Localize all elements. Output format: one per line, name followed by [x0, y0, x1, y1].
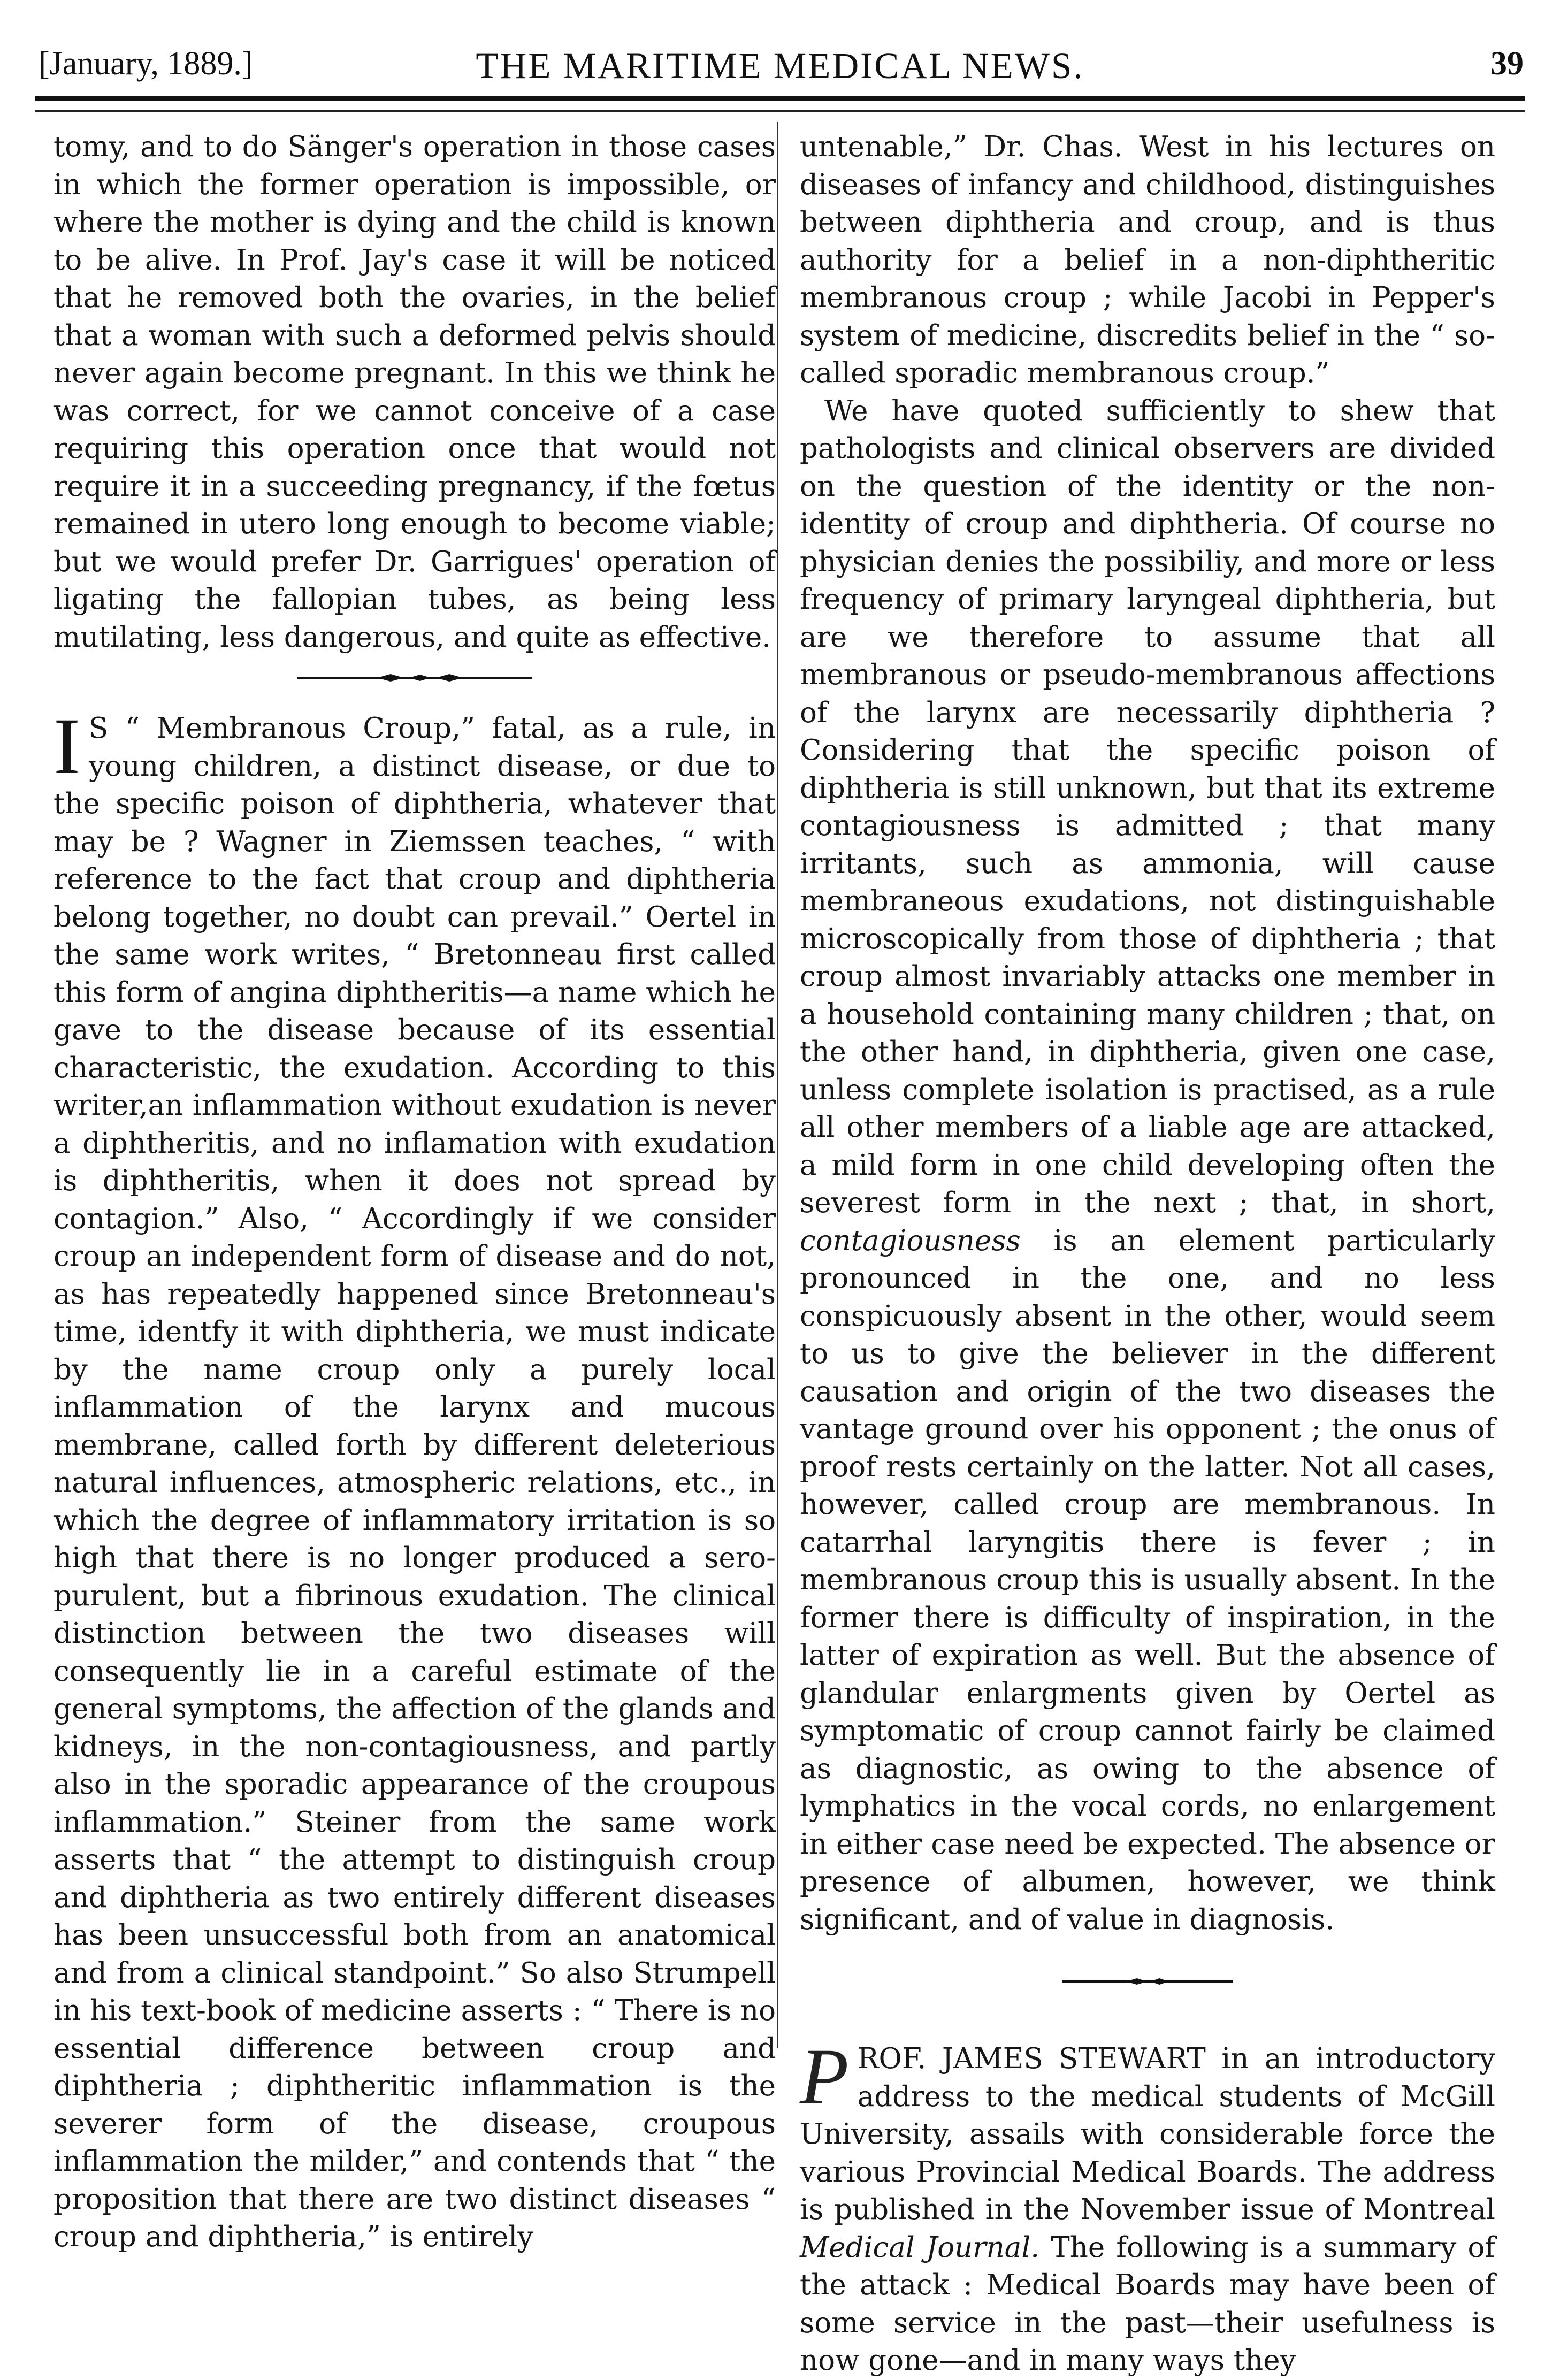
running-header: [31, 45, 1529, 90]
header-rule-thin: [35, 110, 1525, 112]
right-paragraph-2: [800, 393, 1495, 1939]
column-divider: [777, 122, 778, 2048]
right-paragraph-3-text-b: The following is a summary of the attack : Medical Boards may have been of some service in the past—their usefulness is now gone—and in many ways they: [800, 2231, 1496, 2377]
right-paragraph-3: [800, 2032, 1496, 2380]
emphasis-medical-journal: Medical Journal.: [800, 2231, 1040, 2264]
journal-title: THE MARITIME MEDICAL NEWS.: [476, 45, 1084, 86]
emphasis-contagiousness: contagiousness: [800, 1224, 1021, 1257]
left-column: [53, 128, 776, 2256]
dropcap-i: I: [53, 702, 80, 791]
ornament-rule-icon: [1062, 1976, 1233, 1987]
page-number: 39: [1490, 45, 1524, 82]
left-paragraph-1: tomy, and to do Sänger's operation in those cases in which the former operation is impossible, or where the mother is dying and the child is known to be alive. In Prof. Jay's case it will be noticed that he removed both the ovaries, in the belief that a woman with such a deformed pelvis should never again become pregnant. In this we think he was correct, for we cannot conceive of a case requiring this operation once that would not require it in a succeeding pregnancy, if the fœtus remained in utero long enough to become viable; but we would prefer Dr. Garrigues' operation of ligating the fallopian tubes, as being less mutilating, less dangerous, and quite as effective.: [53, 131, 776, 654]
header-rule-thick: [35, 96, 1525, 101]
left-paragraph-2: [53, 702, 776, 2256]
ornament-rule-icon: [297, 672, 532, 683]
right-paragraph-2-text-a: We have quoted sufficiently to shew that pathologists and clinical observers are divided on the question of the identity or the non-identity of croup and diphtheria. Of course no physician denies the possibiliy, and more or less frequency of primary laryngeal diphtheria, but are we therefore to assume that all membranous or pseudo-membranous affections of the larynx are necessarily diphtheria ? Considering that the specific poison of diphtheria is still unknown, but that its extreme contagiousness is admitted ; that many irritants, such as ammonia, will cause membraneous exudations, not distinguishable microscopically from those of diphtheria ; that croup almost invariably attacks one member in a household containing many children ; that, on the other hand, in diphtheria, given one case, unless complete isolation is practised, as a rule all other members of a liable age are attacked, a mild form in one child developing often the severest form in the next ; that, in short,: [800, 394, 1495, 1219]
dropcap-p: P: [800, 2032, 849, 2121]
section-ornament-2: [800, 1939, 1495, 2019]
right-paragraph-1: untenable,” Dr. Chas. West in his lectures on diseases of infancy and childhood, distinguishes between diphtheria and croup, and is thus authority for a belief in a non-diphtheritic membranous croup ; while Jacobi in Pepper's system of medicine, discredits belief in the “ so-called sporadic membranous croup.”: [800, 131, 1495, 389]
right-column: [800, 128, 1495, 2380]
left-paragraph-2-text: S “ Membranous Croup,” fatal, as a rule, in young children, a distinct disease, or due to the specific poison of diphtheria, whatever that may be ? Wagner in Ziemssen teaches, “ with reference to the fact that croup and diphtheria belong together, no doubt can prevail.” Oertel in the same work writes, “ Bretonneau first called this form of angina diphtheritis—a name which he gave to the disease because of its essential characteristic, the exudation. According to this writer,an inflammation without exudation is never a diphtheritis, and no inflamation with exudation is diphtheritis, when it does not spread by contagion.” Also, “ Accordingly if we consider croup an independent form of disease and do not, as has repeatedly happened since Bretonneau's time, identfy it with diphtheria, we must indicate by the name croup only a purely local inflammation of the larynx and mucous membrane, called forth by different deleterious natural influences, atmospheric relations, etc., in which the degree of inflammatory irritation is so high that there is no longer produced a sero-purulent, but a fibrinous exudation. The clinical distinction between the two diseases will consequently lie in a careful estimate of the general symptoms, the affection of the glands and kidneys, in the non-contagiousness, and partly also in the sporadic appearance of the croupous inflammation.” Steiner from the same work asserts that “ the attempt to distinguish croup and diphtheria as two entirely different diseases has been unsuccessful both from an anatomical and from a clinical standpoint.” So also Strumpell in his text-book of medicine asserts : “ There is no essential difference between croup and diphtheria ; diphtheritic inflammation is the severer form of the disease, croupous inflammation the milder,” and contends that “ the proposition that there are two distinct diseases “ croup and diphtheria,” is entirely: [53, 712, 776, 2253]
right-paragraph-2-text-b: is an element particularly pronounced in the one, and no less conspicuously absent in the other, would seem to us to give the believer in the different causation and origin of the two diseases the vantage ground over his opponent ; the onus of proof rests certainly on the latter. Not all cases, however, called croup are membranous. In catarrhal laryngitis there is fever ; in membranous croup this is usually absent. In the former there is difficulty of inspiration, in the latter of expiration as well. But the absence of glandular enlargments given by Oertel as symptomatic of croup cannot fairly be claimed as diagnostic, as owing to the absence of lymphatics in the vocal cords, no enlargement in either case need be expected. The absence or presence of albumen, however, we think significant, and of value in diagnosis.: [800, 1224, 1495, 1936]
right-paragraph-3-text-a: ROF. JAMES STEWART in an introductory address to the medical students of McGill University, assails with considerable force the various Provincial Medical Boards. The address is published in the November issue of Montreal: [800, 2042, 1495, 2226]
header-date: [January, 1889.]: [39, 45, 253, 82]
section-ornament-1: [53, 656, 776, 710]
